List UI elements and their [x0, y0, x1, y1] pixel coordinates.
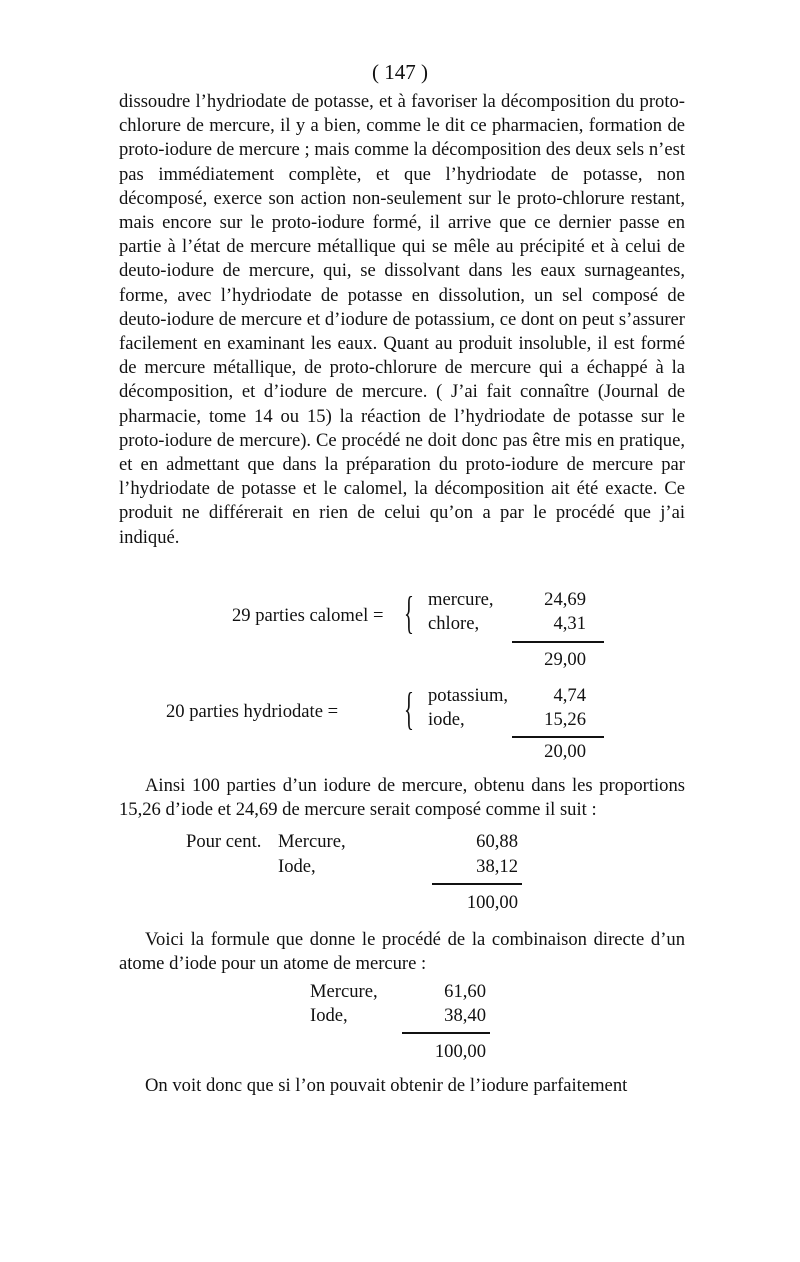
ainsi-paragraph: Ainsi 100 parties d’un iodure de mercure, obtenu dans les proportions 15,26 d’iode et 24,69 de mercure serait composé comme il suit :	[119, 775, 685, 821]
voici-paragraph: Voici la formule que donne le procédé de la combinaison directe d’un atome d’iode pour un atome de mercure :	[119, 929, 685, 975]
percent-prefix: Pour cent.	[186, 831, 262, 852]
percent-row-name: Mercure,	[278, 831, 346, 852]
hydriodate-item-name: potassium,	[428, 685, 509, 706]
sum-rule	[512, 641, 604, 643]
sum-rule	[432, 883, 522, 885]
final-line: On voit donc que si l’on pouvait obtenir de l’iodure parfaitement	[145, 1075, 628, 1096]
hydriodate-item-value: 15,26	[544, 709, 586, 730]
hydriodate-brace: {	[404, 683, 414, 734]
page-number: ( 147 )	[372, 60, 428, 84]
hydriodate-label: 20 parties hydriodate =	[166, 701, 339, 722]
main-text	[119, 90, 685, 550]
percent-total: 100,00	[466, 892, 518, 913]
calomel-item-value: 24,69	[544, 589, 586, 610]
atom-row-value: 61,60	[444, 981, 486, 1002]
calomel-item-value: 4,31	[553, 613, 586, 634]
calomel-item-name: chlore,	[428, 613, 480, 634]
sum-rule	[402, 1032, 490, 1034]
calomel-total: 29,00	[544, 649, 586, 670]
intro-paragraph: dissoudre l’hydriodate de potasse, et à favoriser la décomposition du proto-chlorure de mercure, il y a bien, comme le dit ce pharmacien, formation de proto-iodure de mercure ; mais comme la décomposition des deux sels n’est pas immédiatement complète, et que l’hydriodate de potasse, non décomposé, exerce son action non-seulement sur le proto-chlorure restant, mais encore sur le proto-iodure formé, il arrive que ce dernier passe en partie à l’état de mercure métallique qui se mêle au précipité et à celui de deuto-iodure de mercure, qui, se dissolvant dans les eaux surnageantes, forme, avec l’hydriodate de potasse en dissolution, un sel composé de deuto-iodure de mercure et d’iodure de potassium, ce dont on peut s’assurer facilement en examinant les eaux. Quant au produit insoluble, il est formé de mercure métallique, de proto-chlorure de mercure qui a échappé à la décomposition, et d’iodure de mercure. ( J’ai fait connaître (Journal de pharmacie, tome 14 ou 15) la réaction de l’hydriodate de potasse sur le proto-iodure de mercure). Ce procédé ne doit donc pas être mis en pratique, et en admettant que dans la préparation du proto-iodure de mercure par l’hydriodate de potasse et le calomel, la décomposition ait été exacte. Ce produit ne différerait en rien de celui qu’on a par le procédé que j’ai indiqué.	[119, 91, 685, 548]
calomel-brace: {	[404, 587, 414, 638]
percent-row-value: 60,88	[476, 831, 518, 852]
hydriodate-item-value: 4,74	[553, 685, 586, 706]
atom-row-name: Mercure,	[310, 981, 378, 1002]
hydriodate-total: 20,00	[544, 741, 586, 762]
calomel-label: 29 parties calomel =	[232, 605, 384, 626]
atom-row-name: Iode,	[310, 1005, 348, 1026]
sum-rule	[512, 736, 604, 738]
percent-row-value: 38,12	[476, 856, 518, 877]
atom-row-value: 38,40	[444, 1005, 486, 1026]
atom-total: 100,00	[434, 1041, 486, 1062]
hydriodate-item-name: iode,	[428, 709, 465, 730]
percent-row-name: Iode,	[278, 856, 316, 877]
calomel-item-name: mercure,	[428, 589, 494, 610]
